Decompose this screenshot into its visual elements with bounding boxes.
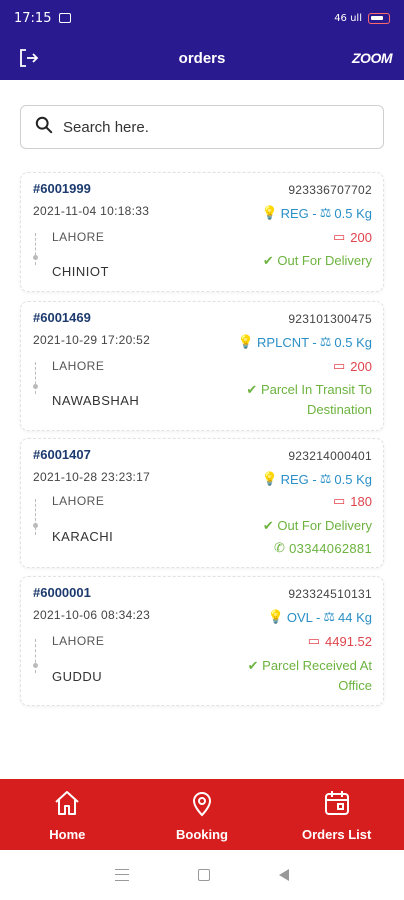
system-home-icon[interactable] xyxy=(198,869,210,881)
check-icon: ✔ xyxy=(246,382,258,397)
status-time: 17:15 xyxy=(14,10,52,26)
route-line xyxy=(33,639,43,673)
nav-home[interactable] xyxy=(0,779,135,850)
check-icon: ✔ xyxy=(262,518,274,533)
order-origin: LAHORE xyxy=(52,359,105,373)
scale-icon: ⚖ xyxy=(323,609,336,624)
bottom-nav xyxy=(0,779,404,850)
recent-apps-icon[interactable] xyxy=(115,869,129,881)
money-icon: ▭ xyxy=(333,493,346,508)
logout-icon[interactable] xyxy=(14,45,42,71)
calendar-icon xyxy=(322,788,352,821)
nav-home-label: Home xyxy=(49,826,86,842)
order-status xyxy=(263,251,372,271)
order-destination: CHINIOT xyxy=(52,264,109,279)
signal-indicator: 46 ull xyxy=(334,12,362,24)
order-card[interactable] xyxy=(20,576,384,706)
status-text: Out For Delivery xyxy=(277,518,372,533)
bulb-icon: 💡 xyxy=(261,471,278,486)
search-input[interactable] xyxy=(63,119,353,136)
order-status xyxy=(263,516,372,536)
status-right xyxy=(334,13,390,24)
order-status xyxy=(248,656,372,696)
order-phone: 923336707702 xyxy=(288,183,372,197)
back-icon[interactable] xyxy=(279,869,289,881)
nav-orders-list[interactable] xyxy=(269,779,404,850)
phone-icon: ✆ xyxy=(273,540,286,555)
route-line xyxy=(33,499,43,535)
search-icon xyxy=(35,116,53,138)
order-origin: LAHORE xyxy=(52,494,105,508)
check-icon: ✔ xyxy=(247,658,259,673)
order-phone: 923214000401 xyxy=(288,449,372,463)
order-service xyxy=(261,205,372,221)
order-price: 4491.52 xyxy=(325,633,372,649)
scale-icon: ⚖ xyxy=(319,471,332,486)
order-date: 2021-10-28 23:23:17 xyxy=(33,470,151,484)
order-id: #6001999 xyxy=(33,181,91,196)
route-line xyxy=(33,362,43,394)
order-card[interactable] xyxy=(20,172,384,292)
order-destination: NAWABSHAH xyxy=(52,393,140,408)
notification-icon xyxy=(59,13,71,23)
order-id: #6000001 xyxy=(33,585,91,600)
order-price-row xyxy=(333,229,372,245)
order-price: 200 xyxy=(350,229,372,245)
order-price-row xyxy=(333,493,372,509)
money-icon: ▭ xyxy=(333,229,346,244)
status-text-line2: Destination xyxy=(306,402,372,417)
page-title: orders xyxy=(178,49,226,67)
order-price: 180 xyxy=(350,493,372,509)
service-type: REG - xyxy=(280,471,317,487)
route-line xyxy=(33,233,43,265)
bulb-icon: 💡 xyxy=(267,609,284,624)
status-bar xyxy=(0,0,404,36)
battery-icon xyxy=(368,13,390,24)
status-text: Parcel Received At xyxy=(262,658,372,673)
nav-orders-list-label: Orders List xyxy=(302,826,372,842)
system-nav-bar xyxy=(0,850,404,900)
order-id: #6001469 xyxy=(33,310,91,325)
order-destination: KARACHI xyxy=(52,529,114,544)
check-icon: ✔ xyxy=(262,253,274,268)
order-weight: 0.5 Kg xyxy=(334,205,372,221)
order-price-row xyxy=(308,633,372,649)
nav-booking-label: Booking xyxy=(176,826,228,842)
order-price-row xyxy=(333,358,372,374)
scale-icon: ⚖ xyxy=(319,334,332,349)
order-origin: LAHORE xyxy=(52,230,105,244)
service-type: RPLCNT - xyxy=(257,334,317,350)
bulb-icon: 💡 xyxy=(237,334,255,349)
nav-booking[interactable] xyxy=(135,779,270,850)
order-price: 200 xyxy=(350,358,372,374)
app-bar xyxy=(0,36,404,80)
order-phone: 923324510131 xyxy=(288,587,372,601)
status-text-line2: Office xyxy=(338,678,372,693)
order-service xyxy=(268,609,372,625)
order-card[interactable] xyxy=(20,301,384,431)
order-id: #6001407 xyxy=(33,447,91,462)
order-status xyxy=(246,380,372,420)
scale-icon: ⚖ xyxy=(319,205,332,220)
status-text: Out For Delivery xyxy=(277,253,372,268)
order-date: 2021-11-04 10:18:33 xyxy=(33,204,150,218)
order-destination: GUDDU xyxy=(52,669,103,684)
order-card[interactable] xyxy=(20,438,384,568)
order-phone: 923101300475 xyxy=(288,312,372,326)
order-weight: 0.5 Kg xyxy=(334,334,372,350)
service-type: OVL - xyxy=(286,609,321,625)
contact-number: 03344062881 xyxy=(289,540,372,556)
order-service xyxy=(261,471,372,487)
location-pin-icon xyxy=(187,788,217,821)
bulb-icon: 💡 xyxy=(261,205,278,220)
order-origin: LAHORE xyxy=(52,634,105,648)
brand-logo: ZOOM xyxy=(352,50,392,66)
search-box[interactable] xyxy=(20,105,384,149)
order-date: 2021-10-29 17:20:52 xyxy=(33,333,151,347)
order-service xyxy=(238,334,372,350)
home-icon xyxy=(52,788,82,821)
service-type: REG - xyxy=(280,205,317,221)
money-icon: ▭ xyxy=(307,633,320,648)
status-text: Parcel In Transit To xyxy=(260,382,372,397)
order-date: 2021-10-06 08:34:23 xyxy=(33,608,151,622)
order-weight: 44 Kg xyxy=(338,609,372,625)
money-icon: ▭ xyxy=(333,358,346,373)
order-weight: 0.5 Kg xyxy=(334,471,372,487)
order-contact[interactable] xyxy=(274,540,372,556)
